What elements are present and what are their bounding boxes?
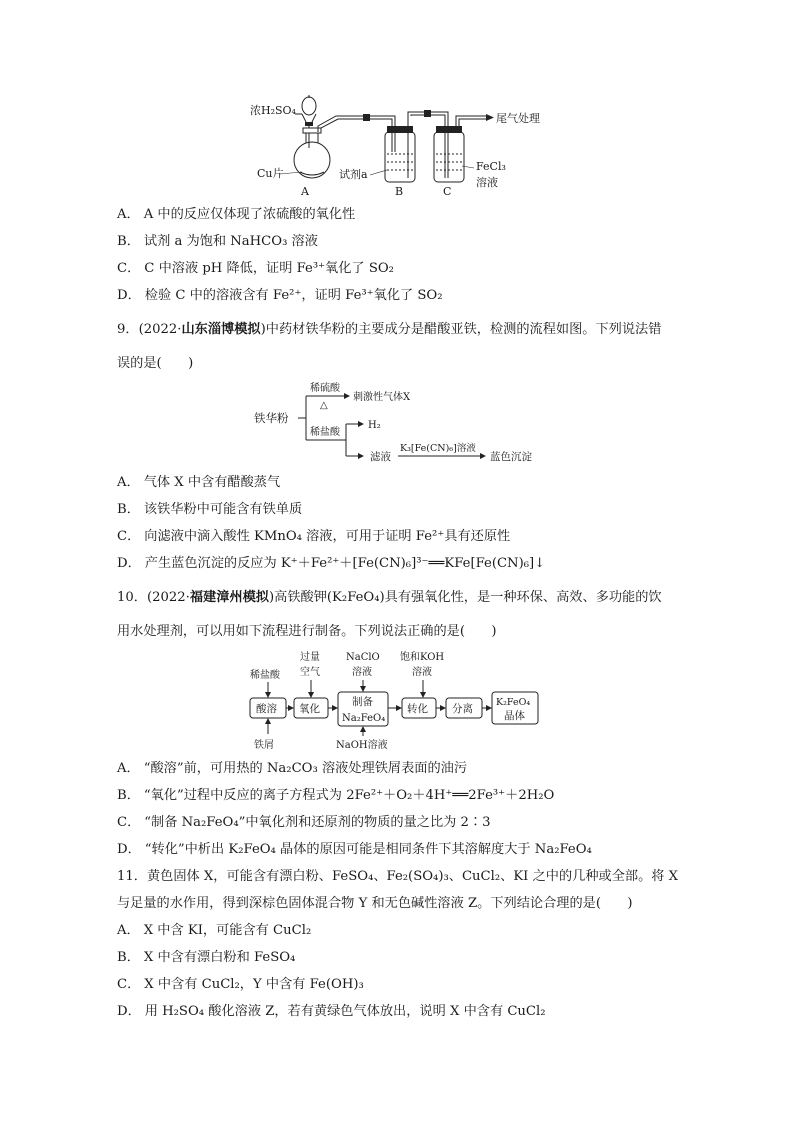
- q10-option-b: B． “氧化”过程中反应的离子方程式为 2Fe²⁺＋O₂＋4H⁺══2Fe³⁺＋2H₂O: [117, 788, 555, 803]
- q11-option-c: C． X 中含有 CuCl₂，Y 中含有 Fe(OH)₃: [117, 977, 364, 992]
- svg-text:分离: 分离: [452, 703, 473, 715]
- q11-stem-line2: 与足量的水作用，得到深棕色固体混合物 Y 和无色碱性溶液 Z。下列结论合理的是( ): [117, 896, 633, 911]
- svg-text:氧化: 氧化: [299, 703, 320, 715]
- funnel-bulb: [302, 97, 316, 115]
- q9-option-c: C． 向滤液中滴入酸性 KMnO₄ 溶液，可用于证明 Fe²⁺具有还原性: [117, 529, 511, 544]
- q9-filtrate: 滤液: [370, 451, 391, 463]
- q9-stem-line1: 9．(2022·山东淄博模拟)中药材铁华粉的主要成分是醋酸亚铁，检测的流程如图。下列说法错: [117, 322, 662, 337]
- svg-text:制备: 制备: [352, 696, 373, 708]
- flask-a: [294, 142, 330, 178]
- q10-acid: 稀盐酸: [250, 670, 280, 681]
- q9-h2: H₂: [368, 420, 381, 431]
- bottle-b: [385, 132, 415, 182]
- q8-option-c: C． C 中溶液 pH 降低，证明 Fe³⁺氧化了 SO₂: [117, 261, 394, 276]
- q10-flowchart: [244, 648, 574, 752]
- q10-stem-line1: 10．(2022·福建漳州模拟)高铁酸钾(K₂FeO₄)具有强氧化性，是一种环保、高效、多功能的饮: [117, 590, 662, 605]
- svg-text:Na₂FeO₄: Na₂FeO₄: [342, 713, 386, 724]
- tube-ab: [318, 116, 395, 152]
- q9-option-a: A． 气体 X 中含有醋酸蒸气: [117, 475, 281, 490]
- solution-label: 溶液: [476, 176, 498, 189]
- apparatus-figure: [250, 92, 580, 200]
- q11-stem-line1: 11．黄色固体 X，可能含有漂白粉、FeSO₄、Fe₂(SO₄)₃、CuCl₂、KI 之中的几种或全部。将 X: [117, 869, 679, 884]
- q8-option-a: A． A 中的反应仅体现了浓硫酸的氧化性: [117, 207, 356, 222]
- q10-option-a: A． “酸溶”前，可用热的 Na₂CO₃ 溶液处理铁屑表面的油污: [117, 761, 468, 776]
- label-b: B: [395, 185, 404, 198]
- q9-cond1: △: [320, 400, 328, 411]
- q10-naoh: NaOH溶液: [336, 740, 388, 751]
- q11-option-b: B． X 中含有漂白粉和 FeSO₄: [117, 950, 296, 965]
- q8-option-b: B． 试剂 a 为饱和 NaHCO₃ 溶液: [117, 234, 318, 249]
- q10-stem-line2: 用水处理剂，可以用如下流程进行制备。下列说法正确的是( ): [117, 624, 497, 639]
- q10-koh1: 饱和KOH: [400, 652, 445, 663]
- bottle-c: [434, 132, 464, 182]
- q10-source: 福建漳州模拟: [189, 590, 269, 605]
- label-a: A: [301, 185, 309, 198]
- cu-label: Cu片: [257, 167, 284, 180]
- q10-option-d: D． “转化”中析出 K₂FeO₄ 晶体的原因可能是相同条件下其溶解度大于 Na₂FeO₄: [117, 842, 592, 857]
- label-c: C: [443, 185, 452, 198]
- tube-bc: [408, 112, 448, 178]
- q9-option-d: D． 产生蓝色沉淀的反应为 K⁺＋Fe²⁺＋[Fe(CN)₆]³⁻══KFe[Fe(CN)₆]↓: [117, 556, 546, 571]
- q9-option-b: B． 该铁华粉中可能含有铁单质: [117, 502, 303, 517]
- q10-air2: 空气: [300, 667, 320, 678]
- q9-test-reagent: K₃[Fe(CN)₆]溶液: [400, 443, 476, 454]
- q9-precipitate: 蓝色沉淀: [490, 451, 532, 463]
- q9-reagent2: 稀盐酸: [310, 427, 340, 438]
- svg-text:K₂FeO₄: K₂FeO₄: [496, 697, 531, 708]
- reagent-label: 试剂a: [339, 168, 368, 181]
- q9-flowchart: [250, 378, 550, 466]
- q10-koh2: 溶液: [412, 667, 432, 678]
- q11-option-d: D． 用 H₂SO₄ 酸化溶液 Z，若有黄绿色气体放出，说明 X 中含有 CuCl₂: [117, 1004, 546, 1019]
- q11-option-a: A． X 中含 KI，可能含有 CuCl₂: [117, 923, 312, 938]
- q9-reagent1: 稀硫酸: [310, 383, 340, 394]
- svg-text:晶体: 晶体: [504, 710, 525, 722]
- q9-source: 山东淄博模拟: [181, 322, 261, 337]
- q10-naclo2: 溶液: [352, 667, 372, 678]
- q10-air1: 过量: [300, 652, 320, 663]
- q8-option-d: D． 检验 C 中的溶液含有 Fe²⁺，证明 Fe³⁺氧化了 SO₂: [117, 288, 443, 303]
- q9-start: 铁华粉: [254, 411, 289, 425]
- q10-option-c: C． “制备 Na₂FeO₄”中氧化剂和还原剂的物质的量之比为 2∶3: [117, 815, 491, 830]
- fecl3-label: FeCl₃: [476, 160, 506, 173]
- acid-label: 浓H₂SO₄: [250, 104, 296, 117]
- svg-text:转化: 转化: [407, 703, 428, 715]
- q9-stem-line2: 误的是( ): [117, 356, 194, 371]
- q9-product1: 刺激性气体X: [353, 392, 411, 403]
- q10-naclo1: NaClO: [346, 652, 380, 663]
- tail-label: 尾气处理: [496, 112, 540, 125]
- svg-text:酸溶: 酸溶: [256, 703, 277, 715]
- q10-iron: 铁屑: [254, 740, 274, 751]
